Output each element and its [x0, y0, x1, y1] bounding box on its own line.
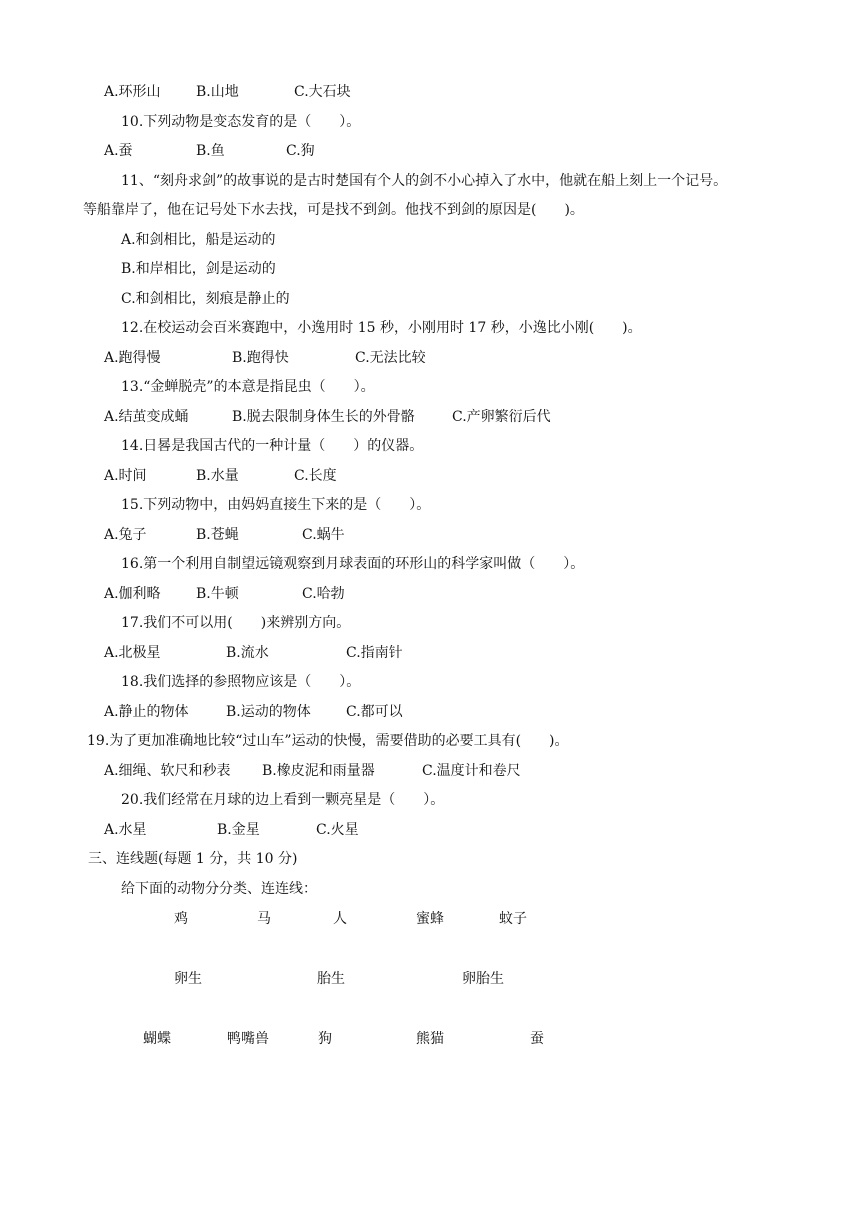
q20-stem: 20.我们经常在月球的边上看到一颗亮星是（ ）。: [121, 792, 445, 808]
q19-option-b: B.橡皮泥和雨量器: [262, 763, 375, 779]
q15-option-c: C.蜗牛: [302, 527, 345, 543]
animal-silkworm: 蚕: [530, 1031, 544, 1047]
q18-option-c: C.都可以: [346, 704, 403, 720]
q10-option-c: C.狗: [286, 143, 315, 159]
q15-stem: 15.下列动物中，由妈妈直接生下来的是（ ）。: [121, 497, 431, 513]
q17-option-b: B.流水: [226, 645, 269, 661]
q15-option-a: A.兔子: [104, 527, 147, 543]
q13-option-a: A.结茧变成蛹: [104, 409, 189, 425]
q9-option-b: B.山地: [196, 84, 239, 100]
q17-option-c: C.指南针: [346, 645, 403, 661]
q12-option-c: C.无法比较: [355, 350, 426, 366]
q9-option-a: A.环形山: [104, 84, 161, 100]
q11-option-a: A.和剑相比，船是运动的: [121, 232, 276, 248]
q12-stem: 12.在校运动会百米赛跑中，小逸用时 15 秒，小刚用时 17 秒，小逸比小刚( )。: [121, 320, 642, 336]
q13-stem: 13.“金蝉脱壳”的本意是指昆虫（ ）。: [121, 379, 375, 395]
q10-option-a: A.蚕: [104, 143, 133, 159]
q10-stem: 10.下列动物是变态发育的是（ ）。: [121, 114, 361, 130]
q16-option-c: C.哈勃: [302, 586, 345, 602]
animal-platypus: 鸭嘴兽: [227, 1031, 269, 1047]
section3-title: 三、连线题(每题 1 分，共 10 分): [88, 851, 298, 867]
category-ovoviviparous: 卵胎生: [462, 971, 504, 987]
q19-option-c: C.温度计和卷尺: [422, 763, 521, 779]
animal-mosquito: 蚊子: [499, 911, 527, 927]
q11-stem-line1: 11、“刻舟求剑”的故事说的是古时楚国有个人的剑不小心掉入了水中，他就在船上刻上一个记号。: [121, 173, 728, 189]
q12-option-b: B.跑得快: [232, 350, 289, 366]
section3-instruction: 给下面的动物分分类、连连线：: [121, 881, 317, 897]
animal-butterfly: 蝴蝶: [143, 1031, 171, 1047]
q16-option-a: A.伽利略: [104, 586, 161, 602]
q17-option-a: A.北极星: [104, 645, 161, 661]
q14-option-c: C.长度: [294, 468, 337, 484]
animal-human: 人: [333, 911, 347, 927]
animal-panda: 熊猫: [416, 1031, 444, 1047]
q18-stem: 18.我们选择的参照物应该是（ ）。: [121, 674, 361, 690]
q19-option-a: A.细绳、软尺和秒表: [104, 763, 231, 779]
animal-dog: 狗: [318, 1031, 332, 1047]
q11-option-c: C.和剑相比，刻痕是静止的: [121, 291, 290, 307]
q16-stem: 16.第一个利用自制望远镜观察到月球表面的环形山的科学家叫做（ ）。: [121, 556, 585, 572]
q13-option-b: B.脱去限制身体生长的外骨骼: [232, 409, 415, 425]
q13-option-c: C.产卵繁衍后代: [452, 409, 551, 425]
q14-option-a: A.时间: [104, 468, 147, 484]
q17-stem: 17.我们不可以用( )来辨别方向。: [121, 615, 351, 631]
q20-option-b: B.金星: [217, 822, 260, 838]
q18-option-b: B.运动的物体: [226, 704, 311, 720]
q12-option-a: A.跑得慢: [104, 350, 161, 366]
q16-option-b: B.牛顿: [196, 586, 239, 602]
animal-bee: 蜜蜂: [416, 911, 444, 927]
animal-chicken: 鸡: [174, 911, 188, 927]
q9-option-c: C.大石块: [294, 84, 351, 100]
q19-stem: 19.为了更加准确地比较“过山车”运动的快慢，需要借助的必要工具有( )。: [87, 733, 569, 749]
q11-stem-line2: 等船靠岸了，他在记号处下水去找，可是找不到剑。他找不到剑的原因是( )。: [83, 202, 584, 218]
q15-option-b: B.苍蝇: [196, 527, 239, 543]
q14-option-b: B.水量: [196, 468, 239, 484]
q20-option-a: A.水星: [104, 822, 147, 838]
q14-stem: 14.日晷是我国古代的一种计量（ ）的仪器。: [121, 438, 424, 454]
category-viviparous: 胎生: [317, 971, 345, 987]
category-oviparous: 卵生: [174, 971, 202, 987]
q11-option-b: B.和岸相比，剑是运动的: [121, 261, 276, 277]
animal-horse: 马: [257, 911, 271, 927]
q20-option-c: C.火星: [316, 822, 359, 838]
q10-option-b: B.鱼: [196, 143, 225, 159]
q18-option-a: A.静止的物体: [104, 704, 189, 720]
